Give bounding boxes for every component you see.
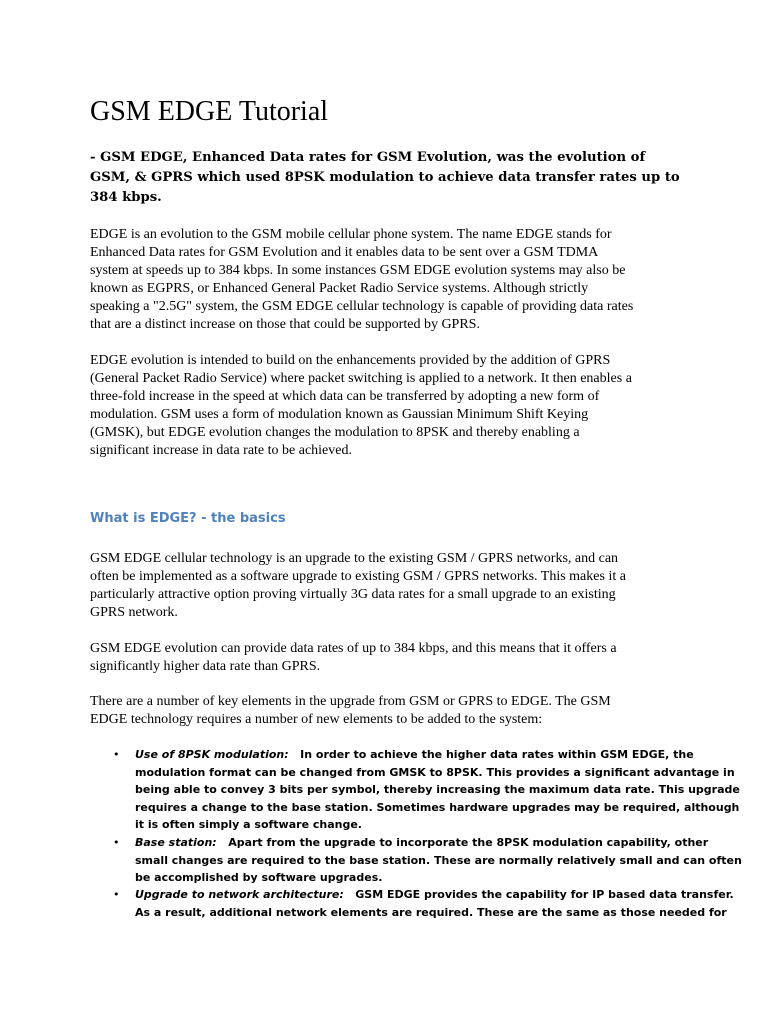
bullet-line: modulation format can be changed from GMSK to 8PSK. This provides a significant advantage in xyxy=(135,765,735,779)
paragraph-key-elements xyxy=(90,693,690,729)
list-item xyxy=(113,834,742,887)
paragraph-line: speaking a "2.5G" system, the GSM EDGE cellular technology is capable of providing data rates xyxy=(90,299,634,314)
paragraph-line: modulation. GSM uses a form of modulation known as Gaussian Minimum Shift Keying xyxy=(90,407,589,422)
subtitle-line: GSM, & GPRS which used 8PSK modulation to achieve data transfer rates up to xyxy=(90,170,680,185)
paragraph-line: particularly attractive option proving virtually 3G data rates for a small upgrade to an existing xyxy=(90,587,616,602)
bullet-label: Upgrade to network architecture: xyxy=(135,888,344,901)
bullet-line: be accomplished by software upgrades. xyxy=(135,871,383,884)
bullet-first-line xyxy=(135,886,734,904)
paragraph-line: Enhanced Data rates for GSM Evolution and it enables data to be sent over a GSM TDMA xyxy=(90,245,599,260)
paragraph-line: known as EGPRS, or Enhanced General Packet Radio Service systems. Although strictly xyxy=(90,281,589,296)
bullet-line: As a result, additional network elements are required. These are the same as those needed for xyxy=(135,905,727,919)
bullet-marker: • xyxy=(113,836,120,849)
paragraph-line: three-fold increase in the speed at which data can be transferred by adopting a new form of xyxy=(90,389,600,404)
bullet-text: In order to achieve the higher data rates within GSM EDGE, the xyxy=(288,748,694,761)
bullet-label: Use of 8PSK modulation: xyxy=(135,748,289,761)
paragraph-line: GSM EDGE cellular technology is an upgrade to the existing GSM / GPRS networks, and can xyxy=(90,551,619,566)
paragraph-cellular-upgrade xyxy=(90,550,690,622)
paragraph-line: significant increase in data rate to be achieved. xyxy=(90,443,352,458)
page-subtitle xyxy=(90,148,690,208)
paragraph-data-rates xyxy=(90,640,690,676)
bullet-first-line xyxy=(135,746,695,764)
paragraph-line: (GMSK), but EDGE evolution changes the modulation to 8PSK and thereby enabling a xyxy=(90,425,580,440)
paragraph-edge-intro xyxy=(90,226,690,334)
paragraph-line: significantly higher data rate than GPRS. xyxy=(90,659,321,674)
paragraph-edge-evolution xyxy=(90,352,690,460)
bullet-text: Apart from the upgrade to incorporate the 8PSK modulation capability, other xyxy=(216,836,709,849)
bullet-line: requires a change to the base station. Sometimes hardware upgrades may be required, although xyxy=(135,800,740,814)
list-item xyxy=(113,746,740,834)
paragraph-line: EDGE is an evolution to the GSM mobile cellular phone system. The name EDGE stands for xyxy=(90,227,612,242)
paragraph-line: (General Packet Radio Service) where packet switching is applied to a network. It then enables a xyxy=(90,371,632,386)
bullet-line: small changes are required to the base station. These are normally relatively small and can often xyxy=(135,853,742,867)
paragraph-line: EDGE evolution is intended to build on the enhancements provided by the addition of GPRS xyxy=(90,353,611,368)
bullet-label: Base station: xyxy=(135,836,217,849)
bullet-line: being able to convey 3 bits per symbol, thereby increasing the maximum data rate. This upgrade xyxy=(135,783,740,796)
bullet-first-line xyxy=(135,834,709,852)
subtitle-line: - GSM EDGE, Enhanced Data rates for GSM Evolution, was the evolution of xyxy=(90,150,646,165)
bullet-marker: • xyxy=(113,888,120,901)
subtitle-line: 384 kbps. xyxy=(90,190,162,205)
paragraph-line: EDGE technology requires a number of new elements to be added to the system: xyxy=(90,712,543,727)
bullet-line: it is often simply a software change. xyxy=(135,818,362,831)
paragraph-line: often be implemented as a software upgrade to existing GSM / GPRS networks. This makes it a xyxy=(90,569,626,584)
paragraph-line: system at speeds up to 384 kbps. In some instances GSM EDGE evolution systems may also be xyxy=(90,263,626,278)
paragraph-line: GPRS network. xyxy=(90,605,178,620)
list-item xyxy=(113,886,734,921)
paragraph-line: There are a number of key elements in the upgrade from GSM or GPRS to EDGE. The GSM xyxy=(90,694,611,709)
paragraph-line: GSM EDGE evolution can provide data rates of up to 384 kbps, and this means that it offers a xyxy=(90,641,617,656)
bullet-marker: • xyxy=(113,748,120,761)
page-title: GSM EDGE Tutorial xyxy=(90,96,329,127)
section-heading: What is EDGE? - the basics xyxy=(90,511,286,526)
bullet-text: GSM EDGE provides the capability for IP based data transfer. xyxy=(343,888,734,901)
paragraph-line: that are a distinct increase on those that could be supported by GPRS. xyxy=(90,317,480,332)
